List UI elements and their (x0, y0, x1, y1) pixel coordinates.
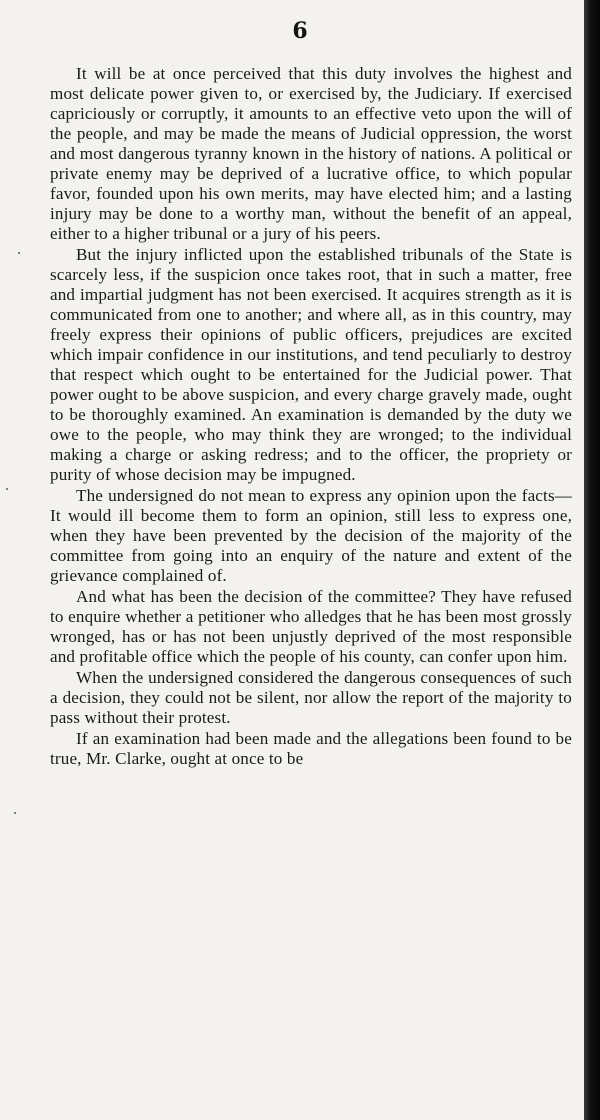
print-speck (14, 812, 16, 814)
paragraph-4: And what has been the decision of the committee? They have refused to enquire whether a petitioner who alledges that he has been most grossly wronged, has or has not been unjustly deprived of the most responsible and profitable office which the people of his county, can confer upon him. (50, 587, 572, 666)
paragraph-3: The undersigned do not mean to express any opinion upon the facts—It would ill become them to form an opinion, still less to express one, when they have been prevented by the decision of the majority of the committee from going into an enquiry of the nature and extent of the grievance complained of. (50, 486, 572, 585)
paragraph-2: But the injury inflicted upon the established tribunals of the State is scarcely less, if the suspicion once takes root, that in such a matter, free and impartial judgment has not been exercised. It acquires strength as it is communicated from one to another; and where all, as in this country, may freely express their opinions of public officers, prejudices are excited which impair confidence in our institutions, and tend peculiarly to destroy that respect which ought to be entertained for the Judicial power. That power ought to be above suspicion, and every charge gravely made, ought to be thoroughly examined. An examination is demanded by the duty we owe to the people, who may think they are wronged; to the individual making a charge or asking redress; and to the officer, the propriety or purity of whose decision may be impugned. (50, 245, 572, 484)
paragraph-1: It will be at once perceived that this duty involves the highest and most delicate power given to, or exercised by, the Judiciary. If exercised capriciously or corruptly, it amounts to an effective veto upon the will of the people, and may be made the means of Judicial oppression, the worst and most dangerous tyranny known in the history of nations. A political or private enemy may be deprived of a lucrative office, to which popular favor, founded upon his own merits, may have elected him; and a lasting injury may be done to a worthy man, without the benefit of an appeal, either to a higher tribunal or a jury of his peers. (50, 64, 572, 243)
page-binding-edge (584, 0, 600, 1120)
page-number: 6 (292, 18, 308, 44)
body-text (50, 64, 572, 769)
paragraph-6: If an examination had been made and the allegations been found to be true, Mr. Clarke, ought at once to be (50, 729, 572, 768)
print-speck (6, 488, 8, 490)
print-speck (18, 252, 20, 254)
paragraph-5: When the undersigned considered the dangerous consequences of such a decision, they could not be silent, nor allow the report of the majority to pass without their protest. (50, 668, 572, 727)
